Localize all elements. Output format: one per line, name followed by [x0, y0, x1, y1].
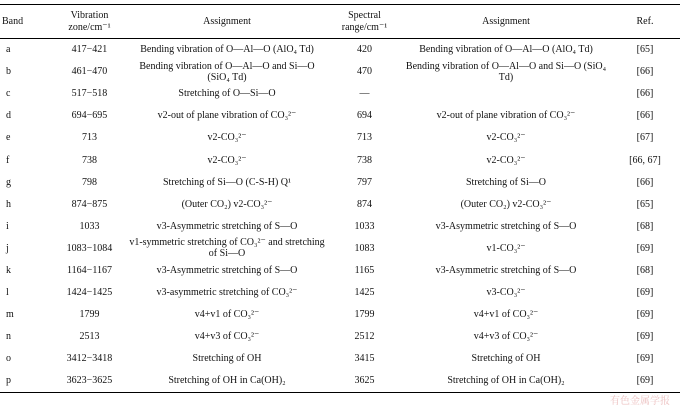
cell-spectral-range: 874: [357, 198, 372, 210]
cell-assignment: Stretching of Si—O (C-S-H) Q¹: [163, 176, 291, 188]
cell-assignment: v3-Asymmetric stretching of S—O: [156, 220, 298, 232]
cell-band: h: [6, 198, 11, 210]
cell-assignment: (Outer CO₂) v2-CO₃²⁻: [181, 198, 273, 210]
cell-assignment-2: Stretching of OH: [471, 353, 541, 365]
cell-ref: [68]: [636, 264, 654, 276]
cell-assignment: v2-CO₃²⁻: [207, 132, 247, 144]
cell-assignment: Stretching of OH: [192, 353, 262, 365]
cell-spectral-range: 797: [357, 176, 372, 188]
cell-spectral-range: 713: [357, 132, 372, 144]
cell-assignment-2: Bending vibration of O—Al—O and Si—O (SiO₄ Td): [405, 60, 607, 83]
cell-assignment-2: v2-out of plane vibration of CO₃²⁻: [436, 110, 576, 122]
cell-assignment-2: v2-CO₃²⁻: [486, 154, 526, 166]
cell-vibration-zone: 1164−1167: [67, 264, 112, 276]
cell-spectral-range: 1083: [354, 242, 375, 254]
cell-ref: [67]: [636, 132, 654, 144]
table-row: [0, 348, 680, 370]
header-spectral-range: Spectral range/cm⁻¹: [341, 9, 388, 33]
cell-band: i: [6, 220, 9, 232]
header-assignment: Assignment: [203, 15, 251, 27]
header-ref: Ref.: [636, 15, 654, 27]
cell-band: k: [6, 264, 11, 276]
table-row: [0, 215, 680, 237]
table-row: [0, 149, 680, 171]
cell-band: b: [6, 66, 11, 78]
cell-assignment-2: Bending vibration of O—Al—O (AlO₄ Td): [419, 44, 593, 56]
table-row: [0, 127, 680, 149]
table-row: [0, 39, 680, 61]
cell-ref: [66]: [636, 88, 654, 100]
cell-assignment: v1-symmetric stretching of CO₃²⁻ and stretching of Si—O: [129, 237, 325, 260]
cell-band: o: [6, 353, 11, 365]
header-band: Band: [2, 15, 24, 27]
cell-assignment: v2-CO₃²⁻: [207, 154, 247, 166]
cell-vibration-zone: 417−421: [71, 44, 108, 56]
cell-spectral-range: 420: [357, 44, 372, 56]
cell-band: j: [6, 242, 9, 254]
cell-band: a: [6, 44, 11, 56]
cell-vibration-zone: 1083−1084: [66, 242, 113, 254]
table-row: [0, 304, 680, 326]
table-row: [0, 105, 680, 127]
header-row: [0, 5, 680, 39]
cell-assignment: Stretching of OH in Ca(OH)₂: [168, 375, 286, 387]
table-header: [0, 5, 680, 39]
cell-assignment-2: v3-Asymmetric stretching of S—O: [435, 264, 577, 276]
cell-vibration-zone: 738: [82, 154, 97, 166]
table-row: [0, 83, 680, 105]
cell-band: g: [6, 176, 11, 188]
cell-band: p: [6, 375, 11, 387]
cell-spectral-range: —: [359, 88, 370, 100]
table-row: [0, 171, 680, 193]
cell-spectral-range: 1033: [354, 220, 375, 232]
header-assignment-2: Assignment: [482, 15, 530, 27]
cell-ref: [66, 67]: [629, 154, 661, 166]
cell-ref: [69]: [636, 375, 654, 387]
cell-ref: [66]: [636, 110, 654, 122]
table-row: [0, 61, 680, 83]
cell-spectral-range: 1799: [354, 309, 375, 321]
watermark: 有色金属学报: [610, 396, 670, 407]
table-row: [0, 193, 680, 215]
cell-vibration-zone: 461−470: [71, 66, 108, 78]
cell-spectral-range: 1425: [354, 287, 375, 299]
table-row: [0, 282, 680, 304]
cell-ref: [69]: [636, 331, 654, 343]
assignment-table: [0, 4, 680, 393]
cell-ref: [69]: [636, 287, 654, 299]
cell-spectral-range: 3415: [354, 353, 375, 365]
cell-ref: [66]: [636, 176, 654, 188]
cell-assignment-2: v3-Asymmetric stretching of S—O: [435, 220, 577, 232]
cell-ref: [69]: [636, 242, 654, 254]
cell-assignment-2: v3-CO₃²⁻: [486, 287, 526, 299]
cell-vibration-zone: 3623−3625: [66, 375, 113, 387]
cell-assignment: v3-Asymmetric stretching of S—O: [156, 264, 298, 276]
cell-band: l: [6, 287, 9, 299]
cell-vibration-zone: 713: [82, 132, 97, 144]
cell-assignment-2: [402, 83, 610, 105]
cell-assignment: Bending vibration of O—Al—O (AlO₄ Td): [140, 44, 314, 56]
cell-ref: [65]: [636, 44, 654, 56]
cell-spectral-range: 738: [357, 154, 372, 166]
cell-spectral-range: 1165: [354, 264, 375, 276]
cell-spectral-range: 470: [357, 66, 372, 78]
cell-vibration-zone: 1033: [79, 220, 100, 232]
cell-vibration-zone: 1799: [79, 309, 100, 321]
cell-assignment-2: v4+v1 of CO₃²⁻: [473, 309, 539, 321]
cell-assignment: Stretching of O—Si—O: [178, 88, 276, 100]
table-body: [0, 39, 680, 393]
cell-assignment-2: Stretching of Si—O: [466, 176, 546, 188]
cell-vibration-zone: 798: [82, 176, 97, 188]
table-row: [0, 237, 680, 259]
cell-vibration-zone: 1424−1425: [66, 287, 113, 299]
cell-vibration-zone: 694−695: [71, 110, 108, 122]
cell-assignment: Bending vibration of O—Al—O and Si—O (SiO₄ Td): [139, 60, 315, 83]
cell-assignment-2: v4+v3 of CO₃²⁻: [473, 331, 539, 343]
cell-band: n: [6, 331, 11, 343]
cell-band: e: [6, 132, 11, 144]
cell-ref: [68]: [636, 220, 654, 232]
cell-assignment-2: (Outer CO₂) v2-CO₃²⁻: [460, 198, 552, 210]
cell-assignment: v4+v3 of CO₃²⁻: [194, 331, 260, 343]
table-row: [0, 326, 680, 348]
cell-assignment: v4+v1 of CO₃²⁻: [194, 309, 260, 321]
cell-band: f: [6, 154, 10, 166]
cell-assignment-2: v2-CO₃²⁻: [486, 132, 526, 144]
cell-assignment: v3-asymmetric stretching of CO₃²⁻: [156, 287, 298, 299]
cell-spectral-range: 3625: [354, 375, 375, 387]
cell-ref: [69]: [636, 353, 654, 365]
cell-band: c: [6, 88, 11, 100]
cell-vibration-zone: 2513: [79, 331, 100, 343]
cell-spectral-range: 694: [357, 110, 372, 122]
cell-vibration-zone: 874−875: [71, 198, 108, 210]
cell-assignment-2: v1-CO₃²⁻: [486, 242, 526, 254]
cell-vibration-zone: 517−518: [71, 88, 108, 100]
cell-vibration-zone: 3412−3418: [66, 353, 113, 365]
cell-spectral-range: 2512: [354, 331, 375, 343]
cell-ref: [66]: [636, 66, 654, 78]
cell-band: m: [6, 309, 14, 321]
cell-assignment-2: Stretching of OH in Ca(OH)₂: [447, 375, 565, 387]
cell-ref: [69]: [636, 309, 654, 321]
table-row: [0, 259, 680, 281]
header-vibration-zone: Vibration zone/cm⁻¹: [68, 9, 111, 33]
cell-assignment: v2-out of plane vibration of CO₃²⁻: [157, 110, 297, 122]
table-row: [0, 370, 680, 392]
cell-band: d: [6, 110, 11, 122]
cell-ref: [65]: [636, 198, 654, 210]
